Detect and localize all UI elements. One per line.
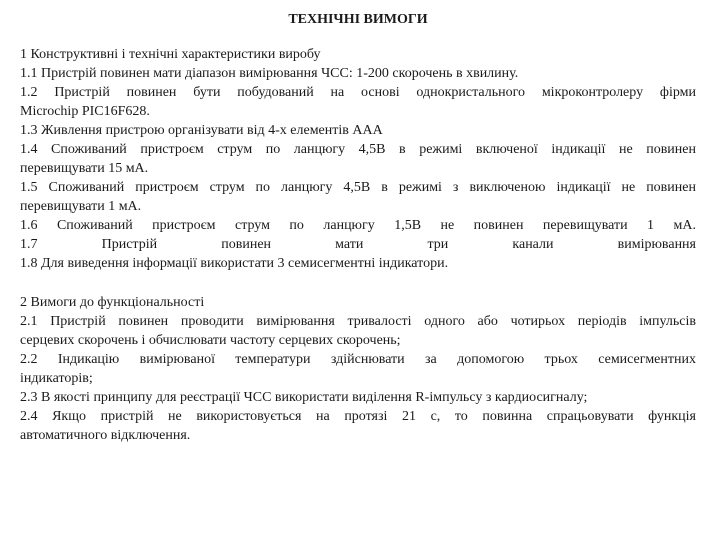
requirement-line: серцевих скорочень і обчислювати частоту серцевих скорочень; [20, 333, 401, 348]
section-construction [20, 45, 696, 273]
section-heading: 2 Вимоги до функціональності [20, 295, 205, 310]
requirement-line: 2.3 В якості принципу для реєстрації ЧСС використати виділення R-імпульсу з кардиосигналу; [20, 390, 588, 405]
requirement-line: 1.3 Живлення пристрою організувати від 4-х елементів ААА [20, 123, 383, 138]
requirement-line: 1.1 Пристрій повинен мати діапазон вимірювання ЧСС: 1-200 скорочень в хвилину. [20, 66, 519, 81]
requirement-line: автоматичного відключення. [20, 428, 191, 443]
requirement-line: 1.6 Споживаний пристроєм струм по ланцюгу 1,5В не повинен перевищувати 1 мА. [20, 218, 696, 233]
requirement-line: 1.8 Для виведення інформації використати 3 семисегментні індикатори. [20, 256, 449, 271]
requirement-line: індикаторів; [20, 371, 93, 386]
document-page [20, 10, 696, 445]
section-functionality [20, 293, 696, 445]
requirement-line: 2.2 Індикацію вимірюваної температури здійснювати за допомогою трьох семисегментних [20, 352, 696, 367]
section-heading: 1 Конструктивні і технічні характеристики виробу [20, 47, 321, 62]
requirement-line: Microchip PIC16F628. [20, 104, 150, 119]
requirement-line: 2.4 Якщо пристрій не використовується на протязі 21 с, то повинна спрацьовувати функція [20, 409, 696, 424]
requirement-line: 2.1 Пристрій повинен проводити вимірювання тривалості одного або чотирьох періодів імпульсів [20, 314, 696, 329]
requirement-line: перевищувати 1 мА. [20, 199, 142, 214]
requirement-line: 1.4 Споживаний пристроєм струм по ланцюгу 4,5В в режимі включеної індикації не повинен [20, 142, 696, 157]
document-title: ТЕХНІЧНІ ВИМОГИ [288, 12, 428, 27]
requirement-line: 1.5 Споживаний пристроєм струм по ланцюгу 4,5В в режимі з виключеною індикації не повинен [20, 180, 696, 195]
requirement-line: 1.2 Пристрій повинен бути побудований на основі однокристального мікроконтролеру фірми [20, 85, 696, 100]
requirement-line: перевищувати 15 мА. [20, 161, 149, 176]
requirement-line: 1.7 Пристрій повинен мати три канали вимірювання [20, 237, 696, 252]
